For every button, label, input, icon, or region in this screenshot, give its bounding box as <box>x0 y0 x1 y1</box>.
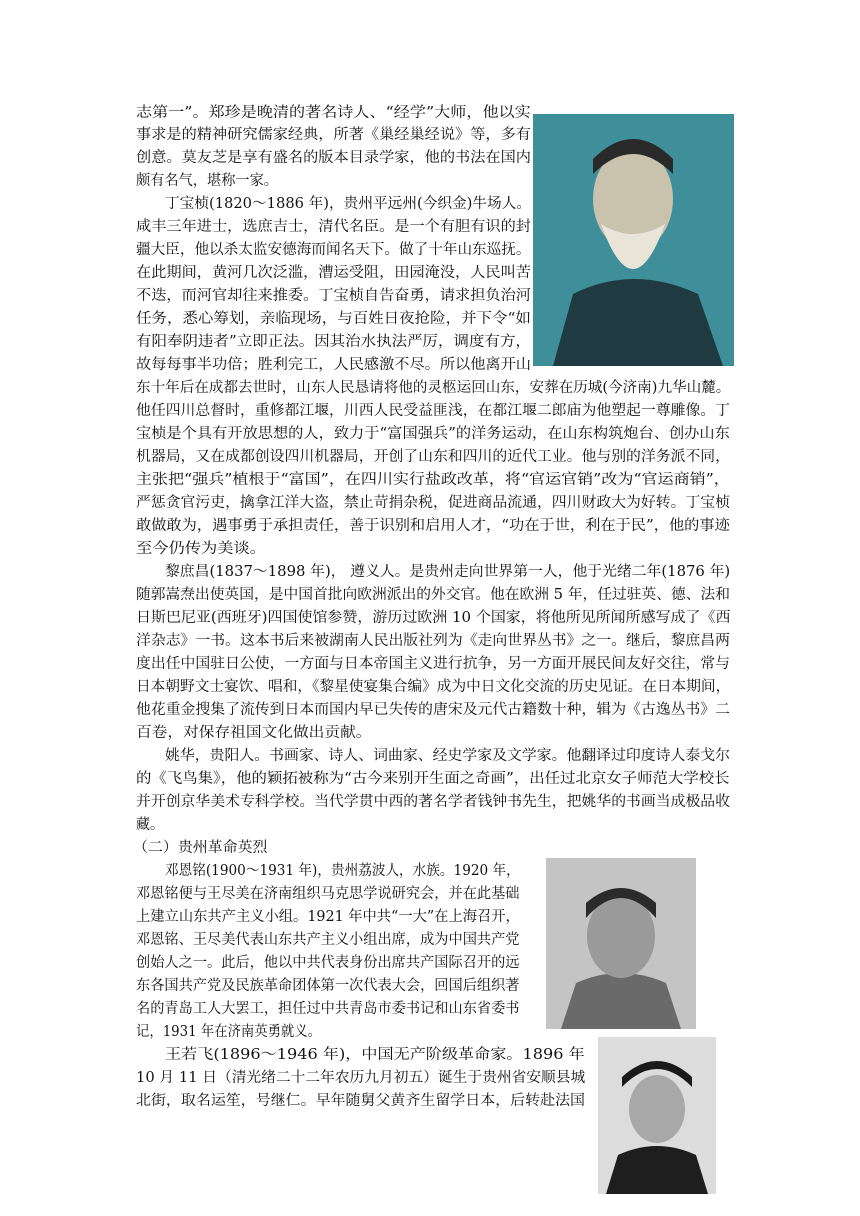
text-line: 咸丰三年进士，选庶吉士，清代名臣。是一个有胆有识的封 <box>136 219 531 235</box>
text-line: 王若飞(1896～1946 年)，中国无产阶级革命家。1896 年 <box>165 1047 585 1063</box>
text-line: 故每每事半功倍；胜利完工，人民感激不尽。所以他离开山 <box>136 357 531 373</box>
text-line: 度出任中国驻日公使，一方面与日本帝国主义进行抗争，另一方面开展民间友好交往，常与 <box>136 656 730 672</box>
text-line: 机器局，又在成都创设四川机器局，开创了山东和四川的近代工业。他与别的洋务派不同， <box>136 449 730 465</box>
text-line: 邓恩铭(1900～1931 年)，贵州荔波人，水族。1920 年， <box>165 863 520 879</box>
text-line: 记，1931 年在济南英勇就义。 <box>136 1024 322 1040</box>
text-line: 至今仍传为美谈。 <box>136 541 266 557</box>
text-line: 黎庶昌(1837～1898 年)， 遵义人。是贵州走向世界第一人，他于光绪二年(1876 年) <box>165 564 731 580</box>
portrait-deng-enming <box>546 858 696 1029</box>
text-line: 在此期间，黄河几次泛滥，漕运受阻，田园淹没，人民叫苦 <box>136 265 531 281</box>
text-line: 丁宝桢(1820～1886 年)，贵州平远州(今织金)牛场人。 <box>165 196 532 212</box>
text-line: 北街，取名运笙，号继仁。早年随舅父黄齐生留学日本，后转赴法国 <box>136 1093 585 1109</box>
text-line: 宝桢是个具有开放思想的人，致力于“富国强兵”的洋务运动，在山东构筑炮台、创办山东 <box>136 426 730 442</box>
text-line: 志第一”。郑珍是晚清的著名诗人、“经学”大师，他以实 <box>136 105 531 121</box>
text-line: 不迭，而河官却往来推委。丁宝桢自告奋勇，请求担负治河 <box>136 288 531 304</box>
text-line: 10 月 11 日（清光绪二十二年农历九月初五）诞生于贵州省安顺县城 <box>136 1070 586 1086</box>
text-line: 任务，悉心筹划，亲临现场，与百姓日夜抢险，并下令“如 <box>136 311 531 327</box>
text-line: 的《飞鸟集》，他的颖拓被称为“古今来别开生面之奇画”，出任过北京女子师范大学校长 <box>136 771 730 787</box>
text-line: 邓恩铭便与王尽美在济南组织马克思学说研究会，并在此基础 <box>136 886 520 902</box>
text-line: 并开创京华美术专科学校。当代学贯中西的著名学者钱钟书先生，把姚华的书画当成极品收 <box>136 794 730 810</box>
text-line: 敢做敢为，遇事勇于承担责任，善于识别和启用人才，“功在于世，利在于民”，他的事迹 <box>136 518 730 534</box>
text-line: 名的青岛工人大罢工，担任过中共青岛市委书记和山东省委书 <box>136 1001 520 1017</box>
text-line: 创意。莫友芝是享有盛名的版本目录学家，他的书法在国内 <box>136 150 531 166</box>
text-line: 疆大臣，他以杀太监安德海而闻名天下。做了十年山东巡抚。 <box>136 242 531 258</box>
text-line: 洋杂志》一书。这本书后来被湖南人民出版社列为《走向世界丛书》之一。继后，黎庶昌两 <box>136 633 730 649</box>
text-line: 有阳奉阴违者”立即正法。因其治水执法严厉，调度有方， <box>136 334 531 350</box>
portrait-ding-baozhen <box>533 114 734 366</box>
text-line: 他花重金搜集了流传到日本而国内早已失传的唐宋及元代古籍数十种，辑为《古逸丛书》二 <box>136 702 730 718</box>
text-line: 姚华，贵阳人。书画家、诗人、词曲家、经史学家及文学家。他翻译过印度诗人泰戈尔 <box>165 748 730 764</box>
section-heading: （二）贵州革命英烈 <box>133 840 268 856</box>
text-line: 事求是的精神研究儒家经典，所著《巢经巢经说》等，多有 <box>136 127 531 143</box>
text-line: 随郭嵩焘出使英国，是中国首批向欧洲派出的外交官。他在欧洲 5 年，任过驻英、德、法和 <box>136 587 730 603</box>
text-line: 百卷，对保存祖国文化做出贡献。 <box>136 725 372 741</box>
text-line: 创始人之一。此后，他以中共代表身份出席共产国际召开的远 <box>136 955 520 971</box>
text-line: 邓恩铭、王尽美代表山东共产主义小组出席，成为中国共产党 <box>136 932 520 948</box>
text-line: 东十年后在成都去世时，山东人民恳请将他的灵柩运回山东，安葬在历城(今济南)九华山麓。 <box>136 380 731 396</box>
text-line: 上建立山东共产主义小组。1921 年中共“一大”在上海召开， <box>136 909 520 925</box>
text-line: 他任四川总督时，重修都江堰，川西人民受益匪浅，在都江堰二郎庙为他塑起一尊雕像。丁 <box>136 403 730 419</box>
text-line: 日本朝野文士宴饮、唱和，《黎星使宴集合编》成为中日文化交流的历史见证。在日本期间， <box>136 679 731 695</box>
text-line: 日斯巴尼亚(西班牙)四国使馆参赞，游历过欧洲 10 个国家，将他所见所闻所感写成了《西 <box>136 610 731 626</box>
text-line: 藏。 <box>136 817 164 833</box>
text-line: 颇有名气，堪称一家。 <box>136 173 278 189</box>
text-line: 东各国共产党及民族革命团体第一次代表大会，回国后组织著 <box>136 978 520 994</box>
text-line: 主张把“强兵”植根于“富国”，在四川实行盐政改革，将“官运官销”改为“官运商销”， <box>136 472 730 488</box>
text-line: 严惩贪官污吏，擒拿江洋大盗，禁止苛捐杂税，促进商品流通，四川财政大为好转。丁宝桢 <box>136 495 730 511</box>
portrait-wang-ruofei <box>598 1037 716 1194</box>
